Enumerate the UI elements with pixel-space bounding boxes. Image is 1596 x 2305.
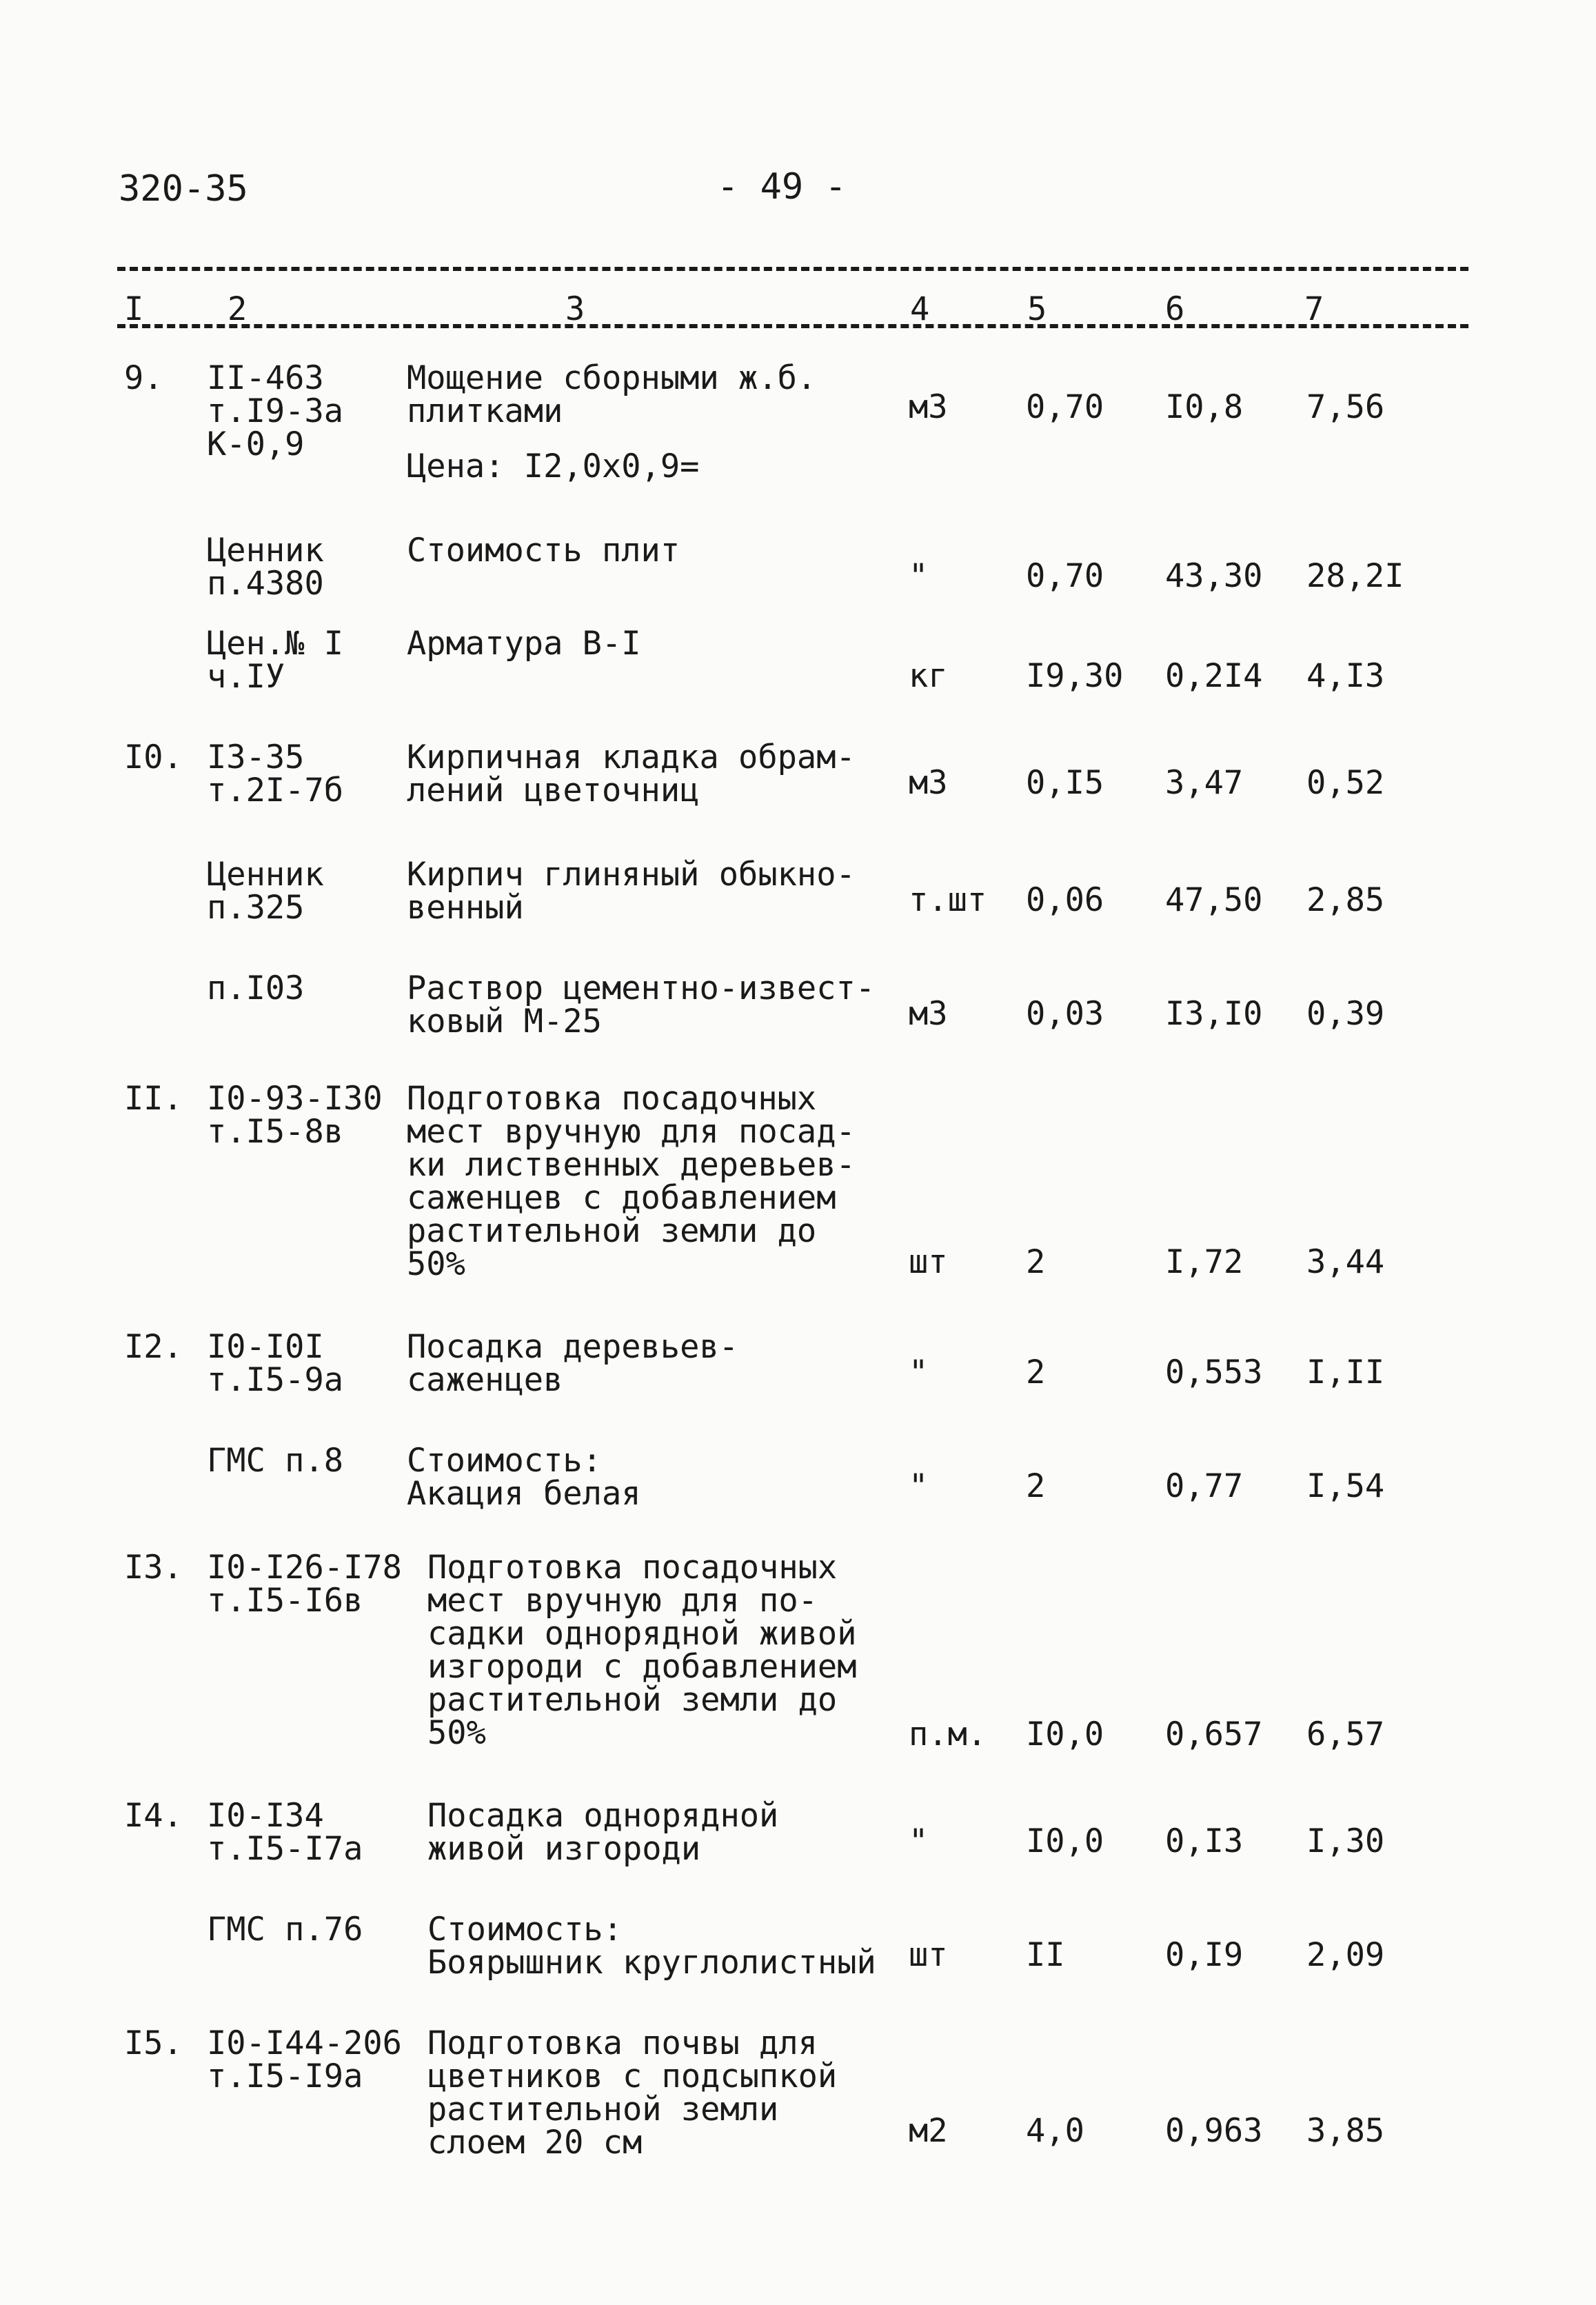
quantity: 2: [1026, 1242, 1046, 1281]
work-description: растительной земли: [427, 2091, 779, 2128]
work-description: слоем 20 см: [427, 2124, 643, 2162]
norm-code: т.I5-9а: [207, 1361, 344, 1399]
norm-code: II-463: [207, 359, 324, 397]
norm-code: ГМС п.76: [207, 1911, 363, 1949]
item-number: I5.: [124, 2024, 183, 2062]
total-cost: 2,09: [1306, 1935, 1385, 1974]
quantity: 0,70: [1026, 387, 1104, 426]
column-header: 6: [1165, 290, 1185, 328]
unit-of-measure: ": [909, 1467, 929, 1505]
total-cost: 3,85: [1306, 2111, 1385, 2150]
quantity: I0,0: [1026, 1715, 1104, 1753]
work-description: венный: [407, 889, 524, 927]
column-header: 5: [1027, 290, 1047, 328]
total-cost: I,II: [1306, 1353, 1385, 1391]
norm-code: п.I03: [207, 969, 305, 1007]
work-description: ки лиственных деревьев-: [407, 1146, 856, 1184]
norm-code: т.I9-3а: [207, 392, 344, 430]
unit-of-measure: ": [909, 556, 929, 595]
norm-code: I0-I0I: [207, 1328, 324, 1366]
work-description: растительной земли до: [407, 1212, 817, 1250]
work-description: саженцев с добавлением: [407, 1179, 836, 1217]
work-description: Стоимость:: [407, 1442, 602, 1480]
column-header: I: [124, 290, 144, 328]
unit-of-measure: м2: [909, 2111, 948, 2150]
work-description: 50%: [427, 1714, 486, 1752]
norm-code: I0-I34: [207, 1797, 324, 1835]
work-description: растительной земли до: [427, 1681, 838, 1719]
work-description: мест вручную для посад-: [407, 1113, 856, 1151]
work-description: Подготовка посадочных: [407, 1080, 817, 1118]
total-cost: 6,57: [1306, 1715, 1385, 1753]
work-description: Посадка деревьев-: [407, 1328, 739, 1366]
norm-code: п.4380: [207, 565, 324, 603]
quantity: I0,0: [1026, 1822, 1104, 1860]
norm-code: Ценник: [207, 532, 324, 570]
quantity: 2: [1026, 1467, 1046, 1505]
norm-code: I0-I26-I78: [207, 1549, 402, 1587]
column-header: 3: [565, 290, 585, 328]
total-cost: 0,52: [1306, 763, 1385, 802]
work-description: Акация белая: [407, 1475, 641, 1513]
quantity: 0,06: [1026, 880, 1104, 919]
norm-code: п.325: [207, 889, 305, 927]
work-description: садки однорядной живой: [427, 1615, 857, 1653]
norm-code: т.I5-I9а: [207, 2057, 363, 2095]
unit-of-measure: м3: [909, 387, 948, 426]
norm-code: Ценник: [207, 856, 324, 894]
unit-price: 0,77: [1165, 1467, 1244, 1505]
item-number: I0.: [124, 738, 183, 776]
work-description: саженцев: [407, 1361, 563, 1399]
quantity: II: [1026, 1935, 1065, 1974]
norm-code: ч.IУ: [207, 658, 285, 696]
norm-code: т.I5-I7а: [207, 1830, 363, 1868]
total-cost: I,30: [1306, 1822, 1385, 1860]
quantity: I9,30: [1026, 656, 1124, 695]
unit-of-measure: кг: [909, 656, 948, 695]
unit-price: 0,553: [1165, 1353, 1263, 1391]
work-description: плитками: [407, 392, 563, 430]
total-cost: 4,I3: [1306, 656, 1385, 695]
work-description: Боярышник круглолистный: [427, 1944, 876, 1982]
document-code: 320-35: [119, 168, 248, 210]
work-description: мест вручную для по-: [427, 1582, 818, 1620]
norm-code: I0-93-I30: [207, 1080, 383, 1118]
price-note: Цена: I2,0х0,9=: [407, 447, 700, 485]
item-number: I3.: [124, 1549, 183, 1587]
norm-code: Цен.№ I: [207, 625, 344, 663]
work-description: Стоимость:: [427, 1911, 623, 1949]
work-description: лений цветочниц: [407, 772, 700, 809]
norm-code: т.2I-7б: [207, 772, 344, 809]
work-description: Раствор цементно-извест-: [407, 969, 876, 1007]
total-cost: I,54: [1306, 1467, 1385, 1505]
page-number: - 49 -: [717, 166, 847, 208]
unit-of-measure: ": [909, 1822, 929, 1860]
unit-price: 0,I3: [1165, 1822, 1244, 1860]
column-header: 7: [1304, 290, 1324, 328]
total-cost: 7,56: [1306, 387, 1385, 426]
norm-code: ГМС п.8: [207, 1442, 344, 1480]
unit-price: I0,8: [1165, 387, 1244, 426]
unit-price: 43,30: [1165, 556, 1263, 595]
unit-of-measure: м3: [909, 763, 948, 802]
unit-of-measure: м3: [909, 994, 948, 1033]
unit-price: I,72: [1165, 1242, 1244, 1281]
total-cost: 0,39: [1306, 994, 1385, 1033]
norm-code: I0-I44-206: [207, 2024, 402, 2062]
table-top-rule: [117, 267, 1468, 271]
quantity: 2: [1026, 1353, 1046, 1391]
unit-of-measure: шт: [909, 1242, 948, 1281]
unit-price: 0,2I4: [1165, 656, 1263, 695]
work-description: Подготовка почвы для: [427, 2024, 818, 2062]
column-header: 4: [910, 290, 930, 328]
unit-price: 0,I9: [1165, 1935, 1244, 1974]
unit-price: I3,I0: [1165, 994, 1263, 1033]
norm-code: т.I5-I6в: [207, 1582, 363, 1620]
work-description: Мощение сборными ж.б.: [407, 359, 817, 397]
quantity: 4,0: [1026, 2111, 1084, 2150]
work-description: ковый М-25: [407, 1003, 602, 1040]
total-cost: 3,44: [1306, 1242, 1385, 1281]
unit-price: 0,963: [1165, 2111, 1263, 2150]
column-header: 2: [228, 290, 248, 328]
work-description: Подготовка посадочных: [427, 1549, 838, 1587]
column-header-rule: [117, 324, 1468, 328]
total-cost: 28,2I: [1306, 556, 1404, 595]
work-description: Стоимость плит: [407, 532, 680, 570]
item-number: 9.: [124, 359, 163, 397]
unit-price: 47,50: [1165, 880, 1263, 919]
quantity: 0,70: [1026, 556, 1104, 595]
item-number: II.: [124, 1080, 183, 1118]
unit-of-measure: ": [909, 1353, 929, 1391]
work-description: Кирпичная кладка обрам-: [407, 738, 856, 776]
work-description: Арматура В-I: [407, 625, 641, 663]
item-number: I2.: [124, 1328, 183, 1366]
item-number: I4.: [124, 1797, 183, 1835]
work-description: живой изгороди: [427, 1830, 701, 1868]
work-description: изгороди с добавлением: [427, 1648, 857, 1686]
unit-price: 3,47: [1165, 763, 1244, 802]
work-description: цветников с подсыпкой: [427, 2057, 838, 2095]
work-description: 50%: [407, 1245, 465, 1283]
work-description: Посадка однорядной: [427, 1797, 779, 1835]
quantity: 0,I5: [1026, 763, 1104, 802]
work-description: Кирпич глиняный обыкно-: [407, 856, 856, 894]
norm-code: I3-35: [207, 738, 305, 776]
unit-of-measure: п.м.: [909, 1715, 987, 1753]
norm-code: К-0,9: [207, 425, 305, 463]
unit-of-measure: шт: [909, 1935, 948, 1974]
quantity: 0,03: [1026, 994, 1104, 1033]
total-cost: 2,85: [1306, 880, 1385, 919]
unit-price: 0,657: [1165, 1715, 1263, 1753]
norm-code: т.I5-8в: [207, 1113, 344, 1151]
unit-of-measure: т.шт: [909, 880, 987, 919]
